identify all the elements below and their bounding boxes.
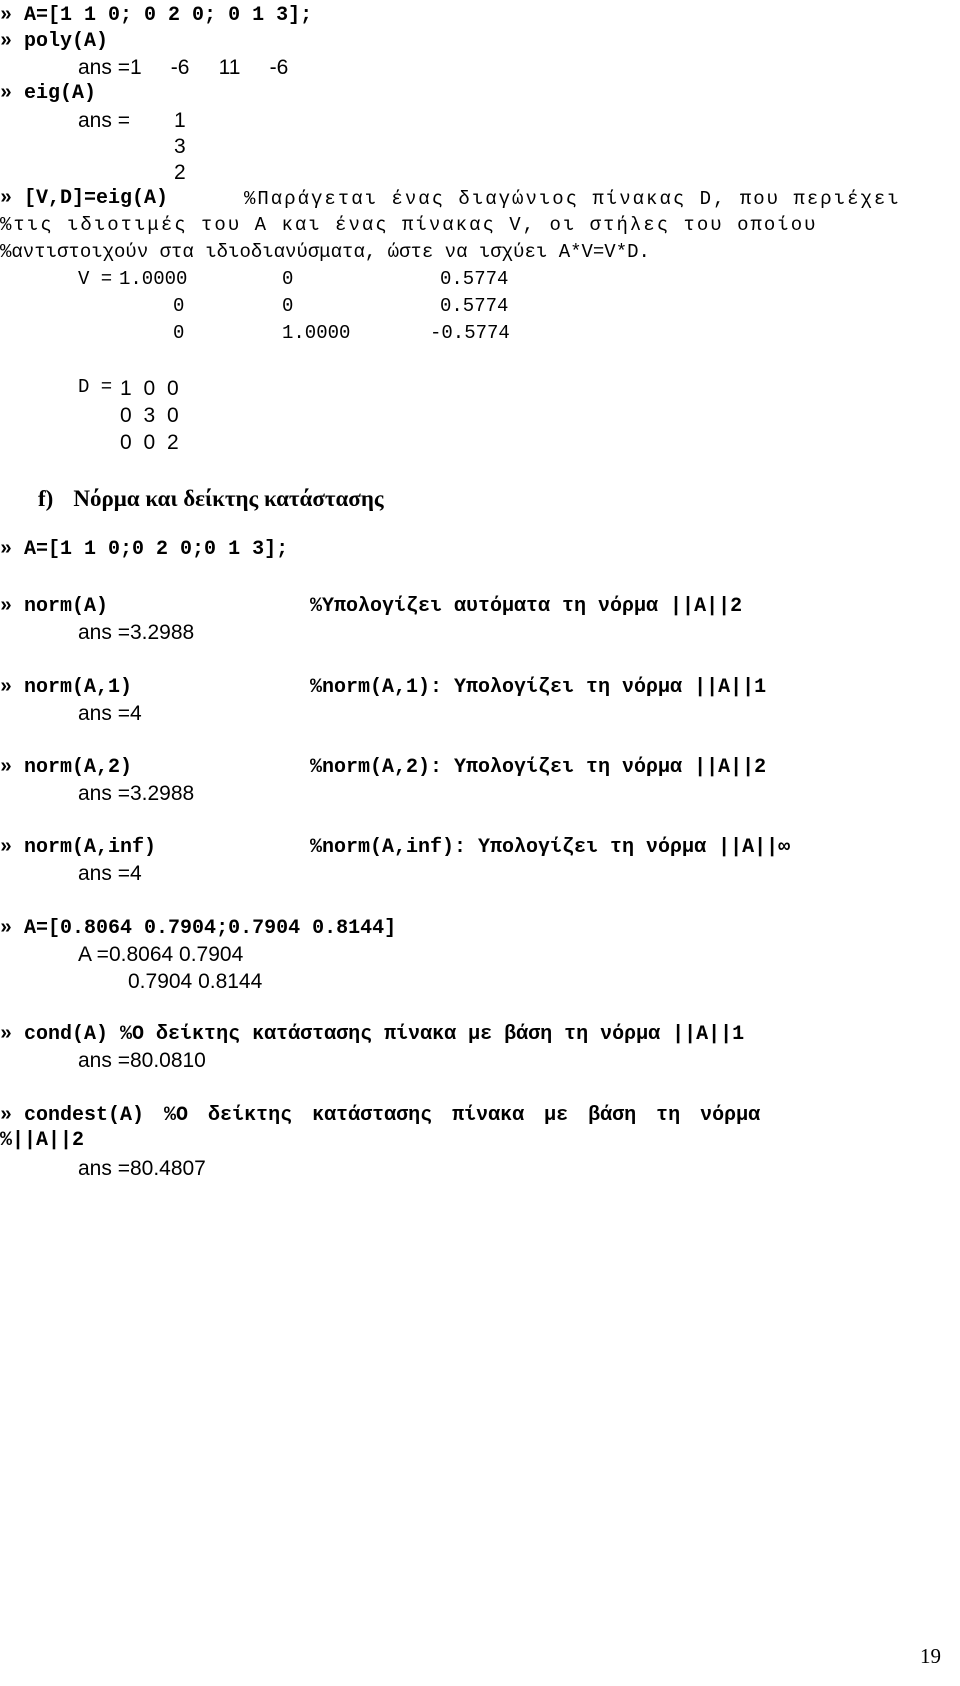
cmd-line-eig [0,84,96,104]
command-text: A=[1 1 0; 0 2 0; 0 1 3]; [24,4,313,27]
prompt: » [0,836,13,859]
condest-answer: ans =80.4807 [78,1157,206,1180]
D-row: 0 3 0 [120,404,179,427]
cmd-line-cond [0,1025,744,1045]
section-heading [38,487,384,510]
cmd-line-norm-inf [0,838,156,858]
V-cell: 1.0000 [119,268,188,290]
page-number: 19 [920,1644,941,1668]
norm-comment: %norm(A,1): Υπολογίζει τη νόρμα ||A||1 [310,676,767,699]
D-row: 0 0 2 [120,431,179,454]
D-row: 1 0 0 [120,377,179,400]
command-text: norm(A) [24,595,109,618]
condest-comment-cont: %||A||2 [0,1129,85,1152]
D-label: D = [78,376,113,398]
eig-value-1: 1 [174,109,186,132]
norm-comment: %norm(A,2): Υπολογίζει τη νόρμα ||A||2 [310,756,767,779]
cmd-line-norm-1 [0,678,132,698]
command-text: norm(A,2) [24,756,133,779]
eig-value-2: 3 [174,135,186,158]
command-text: eig(A) [24,82,97,105]
prompt: » [0,1104,13,1127]
V-cell: 0 [173,322,185,344]
V-cell: 0.5774 [440,295,509,317]
command-text: condest(A) %Ο δείκτης κατάστασης πίνακα με βάση τη νόρμα [24,1104,761,1127]
V-cell: 0 [173,295,185,317]
norm-answer: ans =3.2988 [78,621,195,644]
prompt: » [0,595,13,618]
comment-line-2: %τις ιδιοτιμές του A και ένας πίνακας V, οι στήλες του οποίου [0,214,818,236]
cmd-line-norm-2 [0,758,132,778]
command-text: [V,D]=eig(A) [24,187,169,210]
command-text: A=[1 1 0;0 2 0;0 1 3]; [24,538,289,561]
command-text: A=[0.8064 0.7904;0.7904 0.8144] [24,917,397,940]
cmd-line-matrix-2 [0,540,288,560]
norm-answer: ans =4 [78,862,142,885]
command-text: norm(A,inf) [24,836,157,859]
prompt: » [0,30,13,53]
cmd-line-matrix [0,6,312,26]
V-cell: -0.5774 [430,322,510,344]
V-cell: 0 [282,295,294,317]
norm-answer: ans =4 [78,702,142,725]
prompt: » [0,187,13,210]
prompt: » [0,917,13,940]
prompt: » [0,538,13,561]
prompt: » [0,82,13,105]
comment-line-3: %αντιστοιχούν στα ιδιοδιανύσματα, ώστε να ισχύει A*V=V*D. [0,241,650,263]
eig-value-3: 2 [174,161,186,184]
matrix-answer-row: A =0.8064 0.7904 [78,943,244,966]
poly-answer: ans =1 -6 11 -6 [78,56,289,79]
command-text: cond(A) %Ο δείκτης κατάστασης πίνακα με βάση τη νόρμα ||A||1 [24,1023,745,1046]
norm-answer: ans =3.2988 [78,782,195,805]
cmd-line-condest [0,1106,760,1126]
prompt: » [0,676,13,699]
matrix-answer-row: 0.7904 0.8144 [128,970,263,993]
V-cell: 1.0000 [282,322,351,344]
cmd-line-eig-vd [0,189,168,209]
prompt: » [0,1023,13,1046]
cmd-line-norm [0,597,108,617]
cmd-line-matrix-3 [0,919,396,939]
command-text: poly(A) [24,30,109,53]
V-cell: 0.5774 [440,268,509,290]
prompt: » [0,756,13,779]
section-label: f) [38,486,54,511]
eig-answer-label: ans = [78,109,130,132]
norm-comment: %norm(A,inf): Υπολογίζει τη νόρμα ||A||∞ [310,836,791,859]
V-label: V = [78,268,113,290]
V-cell: 0 [282,268,294,290]
norm-comment: %Υπολογίζει αυτόματα τη νόρμα ||A||2 [310,595,743,618]
comment-line-1: %Παράγεται ένας διαγώνιος πίνακας D, που περιέχει [244,188,901,210]
cmd-line-poly [0,32,108,52]
prompt: » [0,4,13,27]
section-title: Νόρμα και δείκτης κατάστασης [73,486,384,511]
command-text: norm(A,1) [24,676,133,699]
cond-answer: ans =80.0810 [78,1049,206,1072]
